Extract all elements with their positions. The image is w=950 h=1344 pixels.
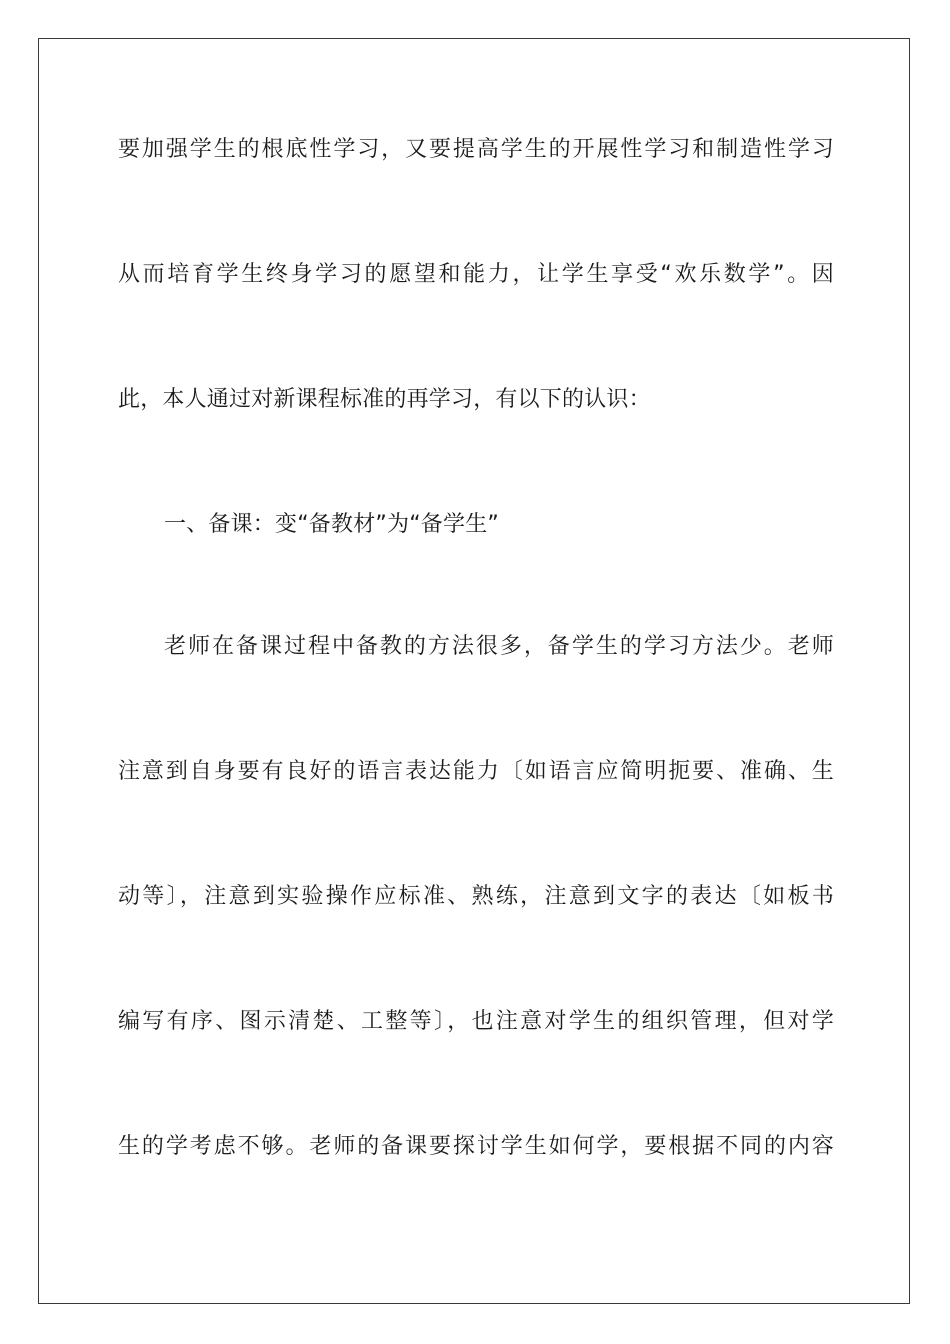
- paragraph-line-5: 老师在备课过程中备教的方法很多，备学生的学习方法少。老师: [164, 634, 834, 659]
- paragraph-line-2: 从而培育学生终身学习的愿望和能力，让学生享受“欢乐数学”。因: [118, 262, 834, 287]
- paragraph-line-6: 注意到自身要有良好的语言表达能力〔如语言应简明扼要、准确、生: [118, 759, 834, 784]
- paragraph-line-1: 要加强学生的根底性学习，又要提高学生的开展性学习和制造性学习: [118, 137, 834, 162]
- section-heading: 一、备课：变“备教材”为“备学生”: [164, 512, 499, 537]
- paragraph-line-3: 此，本人通过对新课程标准的再学习，有以下的认识：: [118, 387, 651, 412]
- paragraph-line-9: 生的学考虑不够。老师的备课要探讨学生如何学，要根据不同的内容: [118, 1134, 834, 1159]
- paragraph-line-8: 编写有序、图示清楚、工整等〕，也注意对学生的组织管理，但对学: [118, 1009, 834, 1034]
- paragraph-line-7: 动等〕，注意到实验操作应标准、熟练，注意到文字的表达〔如板书: [118, 884, 834, 909]
- page-border: [38, 38, 910, 1304]
